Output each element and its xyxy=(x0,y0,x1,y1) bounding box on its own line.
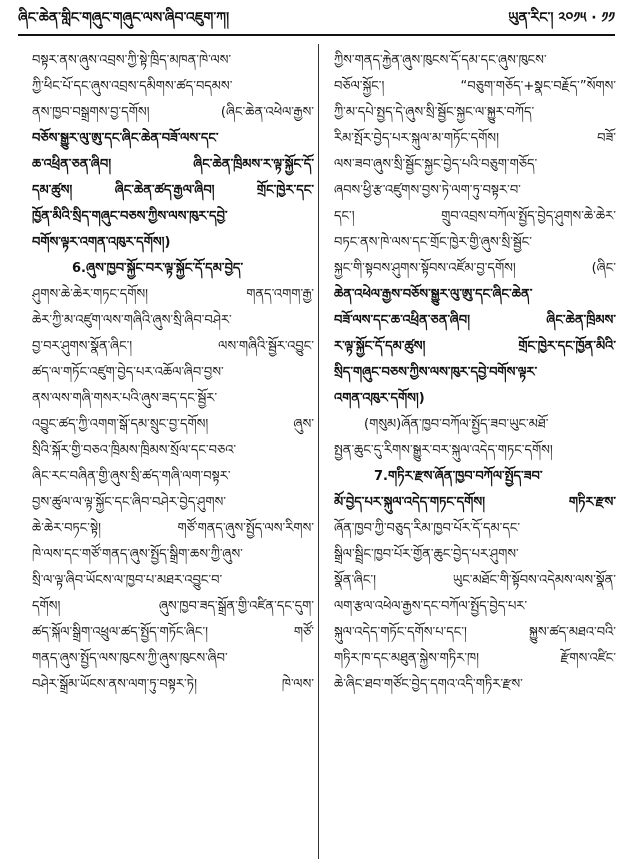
left-text-column xyxy=(32,48,314,698)
text-line: སྣོན་ཞིང་། ཡུང་མཐོང་གི་སྟོབས་འདེམས་ལས་སྣོན་ xyxy=(334,573,616,588)
text-line: འགན་འཁུར་དགོས།) xyxy=(334,391,425,406)
text-line: བཏང་ནས་ཁེ་ལས་དང་གྲོང་ཁྱེར་གྱི་ཞུས་སྲི་སྦྱོང་ xyxy=(334,235,532,250)
text-line: གཏིར་ཁ་དང་མཐུན་སྐྱེས་གཏིར་ཁ། རྫོགས་འཛིང་ xyxy=(334,651,616,666)
text-line: བཤེར་སྒྲོམ་ཡོངས་ནས་ལག་ཏུ་བསྟར་ཏེ། ཁེ་ལས་ xyxy=(32,677,314,692)
text-line: ཀྱིས་གནད་རྐྱེན་ཞུས་ཁུངས་དོ་དམ་དང་ཞུས་ཁུངས་ xyxy=(334,53,547,68)
text-line: དམ་ཚུས། ཞིང་ཆེན་ཚད་རྒྱལ་ཞིབ། གྲོང་ཁྱེར་དང་ xyxy=(32,183,314,198)
text-line: ཆེན་འཕེལ་རྒྱས་བཅོས་སྒྱུར་ལུ་ཨུ་དང་ཞིང་ཆེན་ xyxy=(334,287,533,302)
text-line: ཆ་འཕྲིན་ཅན་ཞིབ། ཞིང་ཆེན་ཁྲིམས་ར་ལྟ་སྐྱོང་དོ་ xyxy=(32,157,314,172)
text-line: བཟོ་ལས་དང་ཆ་འཕྲིན་ཅན་ཞིབ། ཞིང་ཆེན་ཁྲིམས་ xyxy=(334,313,616,328)
text-line: གནད་ཞུས་སྤྱོད་ལས་ཁུངས་ཀྱི་ཞུས་ཁུངས་ཞིབ་ xyxy=(32,651,228,666)
text-line: འབྱུང་ཚད་ཀྱི་འགག་སྒོ་དམ་སྲུང་བྱ་དགོས། ཞུས་ xyxy=(32,417,314,432)
text-line: ཞབས་ཕྱི་རྩ་འཛུགས་བྱས་ཏེ་ལག་ཏུ་བསྟར་བ་ xyxy=(334,183,521,198)
text-line: རིམ་སྤོར་བྱེད་པར་སྐུལ་མ་གཏོང་དགོས། བཟོ་ xyxy=(334,131,616,146)
text-line: སྲིའི་སྐོར་གྱི་བཅའ་ཁྲིམས་ཁྲིམས་སྲོལ་དང་བཅའ་ xyxy=(32,443,237,458)
header-title-right: ཡུན་རིང་། ༢༠༡༥ · ༡༡ xyxy=(508,10,615,26)
text-line: ལས་ཟབ་ཞུས་སྲི་སྦྱོང་སྐྱང་བྱེད་པའི་བཅུག་གཅོད་ xyxy=(334,157,538,172)
text-line: སྐུལ་འདེད་གཏོང་དགོས་པ་དང་། སྐྱུས་ཚད་མཐའ་བའི་ xyxy=(334,625,616,640)
text-line: ལག་རྩལ་འཕེལ་རྒྱས་དང་བཀོལ་སྤྱོད་བྱེད་པར་ xyxy=(334,599,528,614)
text-line: ཁྱོན་མིའི་སྲིད་གཞུང་བཅས་ཀྱིས་ལས་ཁུར་དབྱེ་ xyxy=(32,209,228,224)
header-rule xyxy=(18,34,615,36)
text-line: བགོས་ལྟར་འགན་འཁུར་དགོས།) xyxy=(32,235,171,250)
text-line: བསྟར་ནས་ཞུས་འབྲས་ཀྱི་སྟེ་ཁྲིད་མཁན་ཁེ་ལས་ xyxy=(32,53,232,68)
text-line: ར་ལྟ་སྐྱོང་དོ་དམ་ཚུས། གྲོང་ཁྱེར་དང་ཁྱོན་མིའི་ xyxy=(334,339,616,354)
text-line: སྐྱང་གི་སྟབས་ཤུགས་སྟོབས་འཛོམ་བྱ་དགོས། (ཞིང་ xyxy=(334,261,616,276)
text-line: མོ་བྱེད་པར་སྐུལ་འདེད་གཏང་དགོས། གཏིར་རྫས་ xyxy=(334,495,616,510)
text-line: ནས་ཁྱབ་བསྒྲགས་བྱ་དགོས། (ཞིང་ཆེན་འཕེལ་རྒྱས་ xyxy=(32,105,314,120)
text-line: ཞིང་རང་བཞིན་གྱི་ཞུས་སྲི་ཚད་གཞི་ལག་བསྟར་ xyxy=(32,469,231,484)
text-line: ཆེ་ཆེར་བཏང་སྟེ། གཙོ་གནད་ཞུས་སྤྱོད་ལས་རིགས་ xyxy=(32,521,314,536)
text-line: བྱ་བར་ཤུགས་སྣོན་ཞིང་། ལས་གཞིའི་སྦྱོར་འབྱུང་ xyxy=(32,339,314,354)
text-line: ཆེ་ཞིང་ཐབ་གཙོང་བྱེད་དགའ་འདི་གཏིར་རྫས་ xyxy=(334,677,523,692)
text-line: ནས་ལས་གཞི་གསར་པའི་ཞུས་ཟད་དང་སྦྱོར་ xyxy=(32,391,218,406)
header-title-left: ཞིང་ཆེན་གླིང་གཞུང་གཞུང་ལས་ཞིབ་འཇུག་ཀ། xyxy=(18,10,230,26)
text-line: 6.ཞུས་ཁྱབ་སྐྱོང་བར་ལྟ་སྐྱོང་དོ་དམ་བྱེད་ xyxy=(72,261,244,276)
text-line: བཅོས་སྒྱུར་ལུ་ཨུ་དང་ཞིང་ཆེན་བཟོ་ལས་དང་ xyxy=(32,131,219,146)
text-line: བྱས་ཚུལ་ལ་ལྟ་སྐྱོང་དང་ཞིབ་བཤེར་བྱེད་ཤུགས་ xyxy=(32,495,226,510)
right-text-column xyxy=(334,48,616,698)
text-line: སྲིད་གཞུང་བཅས་ཀྱིས་ལས་ཁུར་དབྱེ་བགོས་ལྟར་ xyxy=(334,365,538,380)
text-line: ཆེར་ཀྱི་མ་འཛུག་ལས་གཞིའི་ཞུས་སྲི་ཞིབ་བཤེར་ xyxy=(32,313,232,328)
text-line: ཤུགས་ཆེ་ཆེར་གཏང་དགོས། གནད་འགག་རྒྱ་ xyxy=(32,287,314,302)
column-divider xyxy=(318,44,319,859)
text-line: 7.གཏིར་རྫས་ཞོན་ཁྱབ་བཀོལ་སྤྱོད་ཟབ་ xyxy=(374,469,543,484)
text-line: དགོས། ཞུས་ཁྱབ་ཟད་སྒྲོན་གྱི་འཛིན་དང་དུག་ xyxy=(32,599,314,614)
text-line: དང་། གྲུབ་འབྲས་བཀོལ་སྤྱོད་བྱེད་ཤུགས་ཆེ་ཆེར་ xyxy=(334,209,616,224)
text-line: ཞོན་ཁྱབ་ཀྱི་བཅུད་རིམ་ཁྱབ་པོར་དོ་དམ་དང་ xyxy=(334,521,521,536)
text-line: ཚད་སྐོལ་སྒྲིག་འཕྲུལ་ཚད་སྤྱོད་གཏོང་ཞིང་། གཙོ་ xyxy=(32,625,314,640)
text-line: ཁེ་ལས་དང་གཙོ་གནད་ཞུས་སྤྱོད་སྒྲིག་ཆས་ཀྱི་ཞུས་ xyxy=(32,547,243,562)
text-line: (གསུམ)ཞོན་ཁྱབ་བཀོལ་སྤྱོད་ཟབ་ཡུང་མཐོ་ xyxy=(364,417,549,432)
text-line: ཀྱི་མ་དཔེ་སྤྱད་དེ་ཞུས་སྲི་སྦྱོང་སྐྱང་ལ་སྐྱུར་བཀོད་ xyxy=(334,105,535,120)
text-line: བཅོལ་སྐྱོང་། “བཅུག་གཅོད་+སྣང་བརྗོད་”སོགས་ xyxy=(334,79,616,94)
text-line: ཀྱི་ཕིང་པོ་དང་ཞུས་འབྲས་དམིགས་ཚད་བདམས་ xyxy=(32,79,233,94)
page-header xyxy=(18,8,615,34)
text-line: སྤྱན་ཆུང་དུ་རིགས་སྒྱུར་བར་སྐུལ་འདེད་གཏང་དགོས། xyxy=(334,443,553,458)
text-line: སྒྲིལ་སྦྲིང་ཁྱབ་པོར་གྱོན་ཆུང་བྱེད་པར་ཤུགས་ xyxy=(334,547,519,562)
text-line: ཚད་ལ་གཏོང་འཛུག་བྱེད་པར་འཆོལ་ཞིབ་བྱས་ xyxy=(32,365,224,380)
text-line: སྲི་ལ་ལྟ་ཞིབ་ཡོངས་ལ་ཁྱབ་པ་མཐར་འབྱུང་བ་ xyxy=(32,573,223,588)
